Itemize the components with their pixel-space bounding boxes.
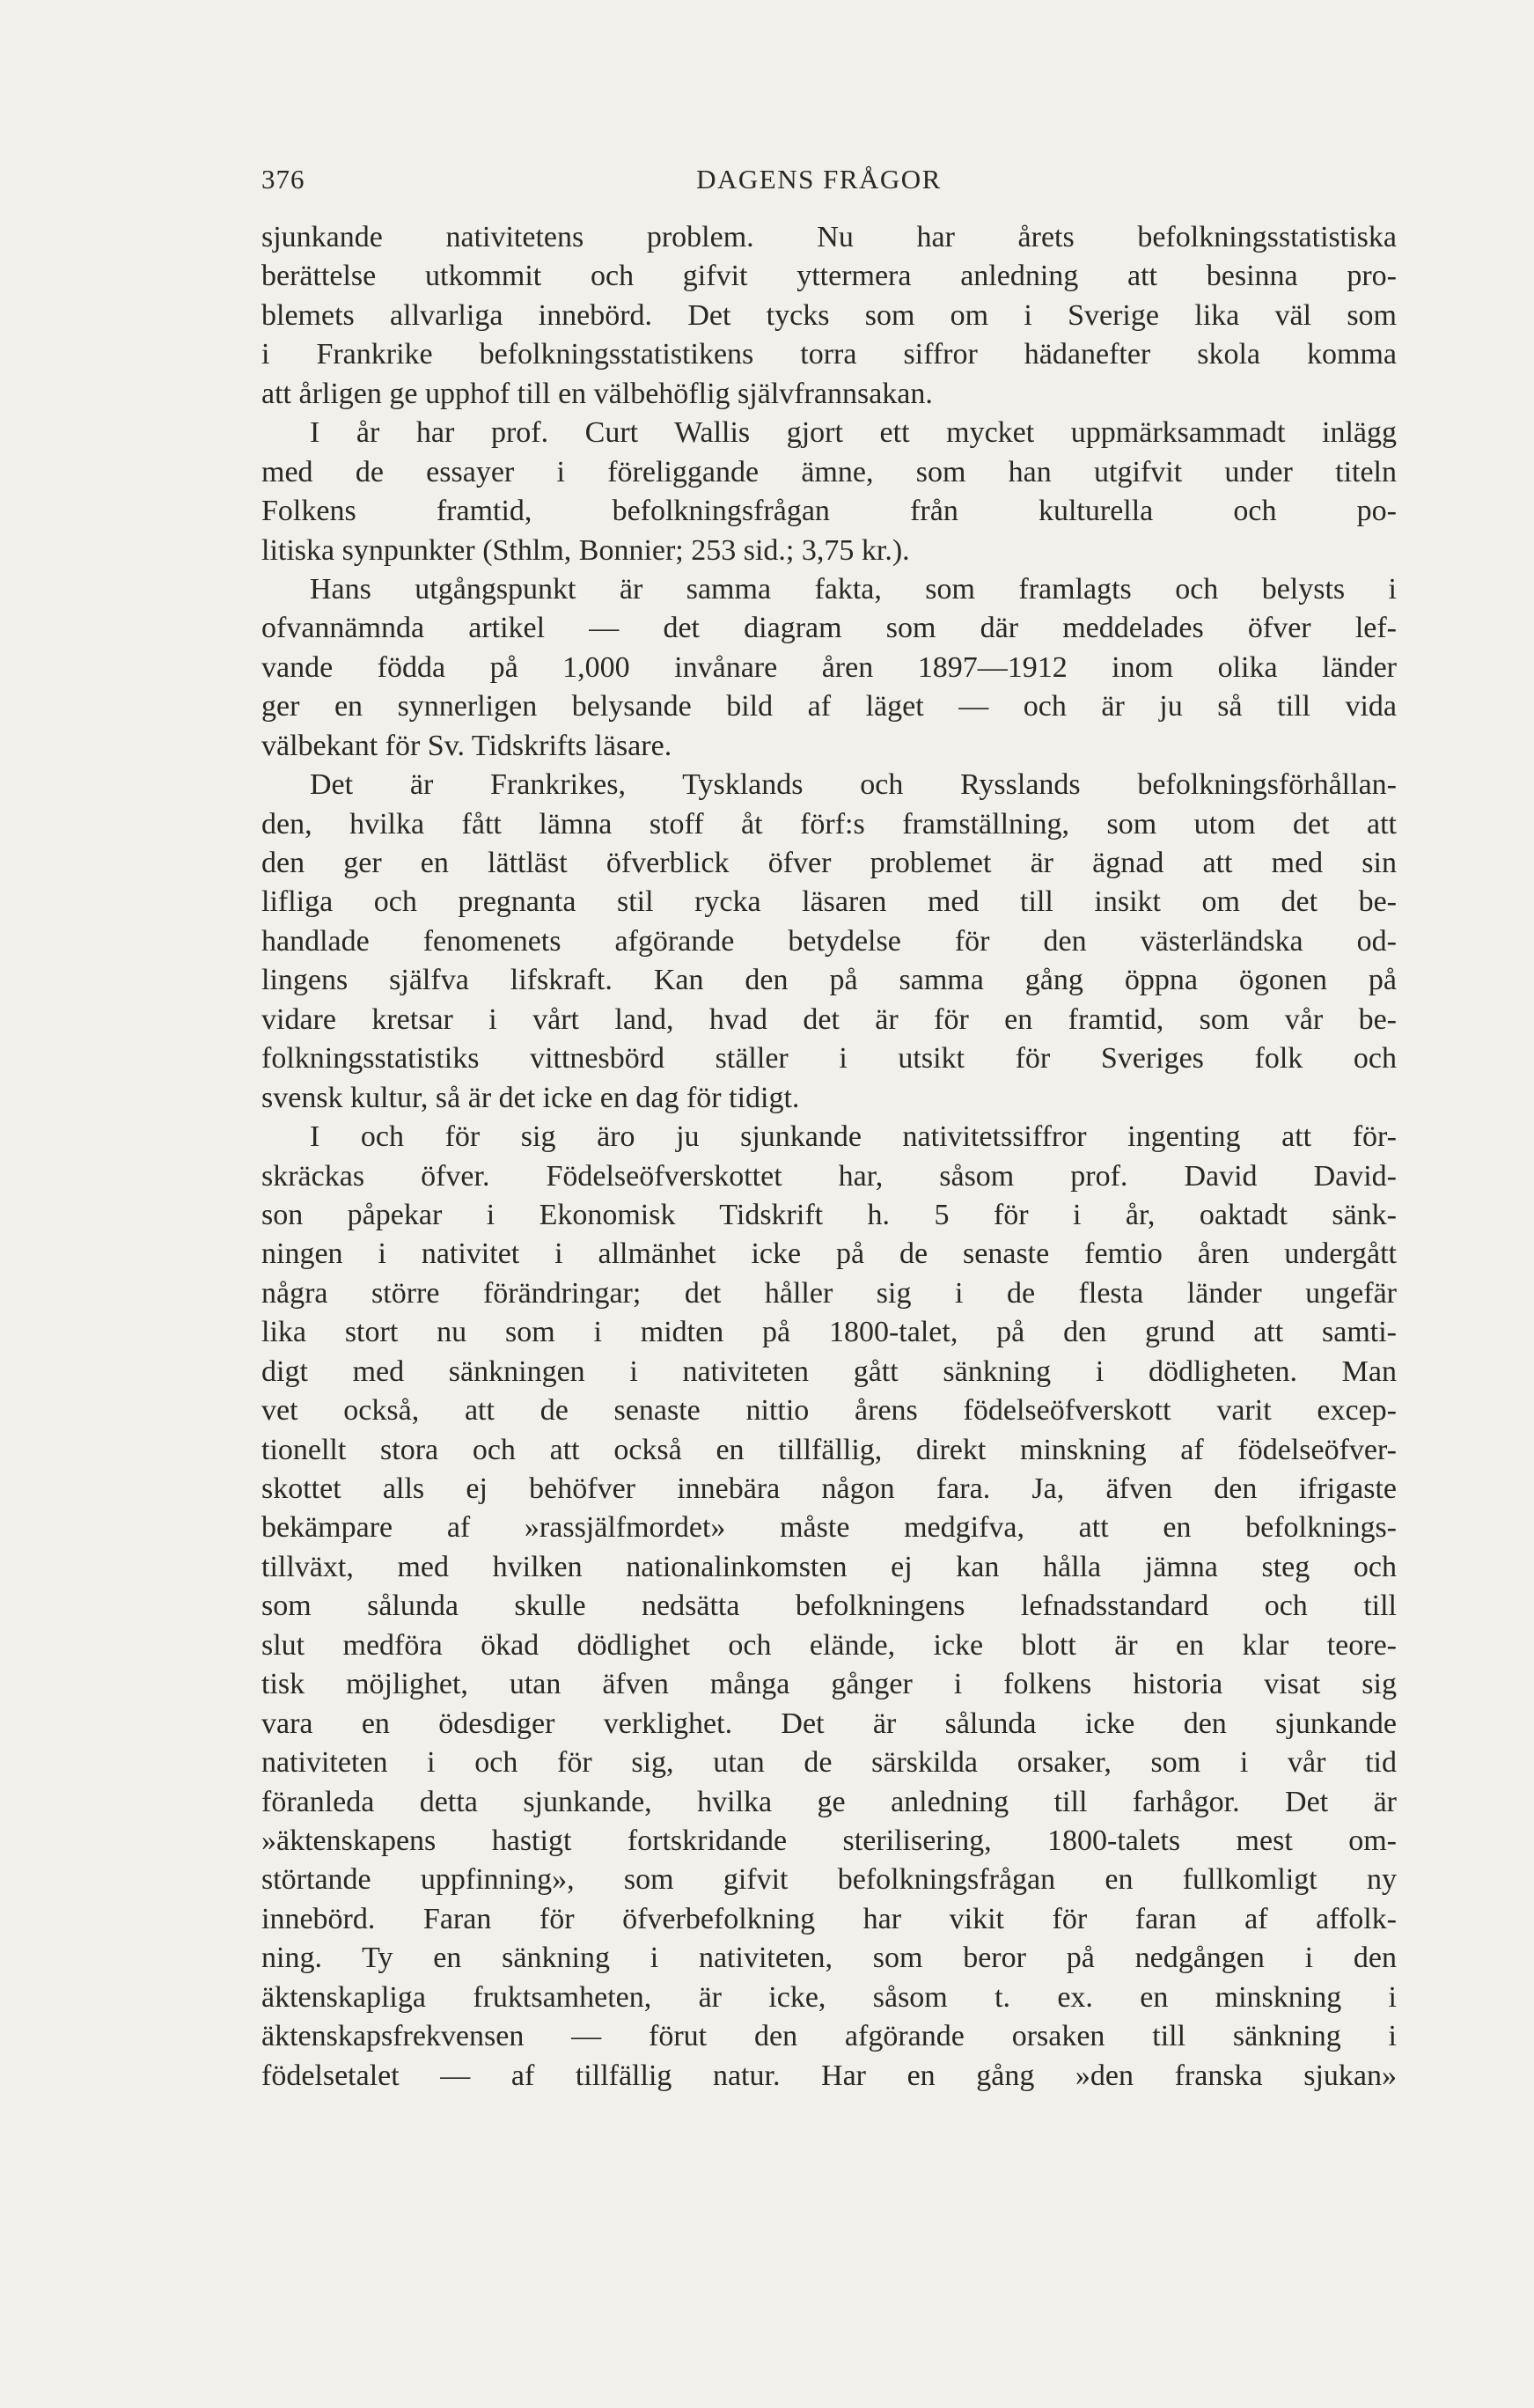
text-line: störtande uppfinning», som gifvit befolkningsfrågan en fullkomligt ny xyxy=(261,1863,1397,1897)
text-line: Hans utgångspunkt är samma fakta, som framlagts och belysts i xyxy=(310,572,1397,606)
text-line: lifliga och pregnanta stil rycka läsaren med till insikt om det be- xyxy=(261,885,1397,919)
text-line: Det är Frankrikes, Tysklands och Rysslands befolkningsförhållan- xyxy=(310,768,1397,802)
running-head: DAGENS FRÅGOR xyxy=(696,164,942,195)
text-line: »äktenskapens hastigt fortskridande sterilisering, 1800-talets mest om- xyxy=(261,1824,1397,1857)
text-line: ningen i nativitet i allmänhet icke på de senaste femtio åren undergått xyxy=(261,1237,1397,1271)
text-line: födelsetalet — af tillfällig natur. Har en gång »den franska sjukan» xyxy=(261,2059,1397,2092)
text-line: välbekant för Sv. Tidskrifts läsare. xyxy=(261,729,672,762)
text-line: i Frankrike befolkningsstatistikens torra siffror hädanefter skola komma xyxy=(261,338,1397,371)
text-line: son påpekar i Ekonomisk Tidskrift h. 5 för i år, oaktadt sänk- xyxy=(261,1198,1397,1231)
text-line: äktenskapsfrekvensen — förut den afgörande orsaken till sänkning i xyxy=(261,2020,1397,2053)
text-line: digt med sänkningen i nativiteten gått sänkning i dödligheten. Man xyxy=(261,1354,1397,1388)
text-line: I och för sig äro ju sjunkande nativitetssiffror ingenting att för- xyxy=(310,1120,1397,1154)
text-line: med de essayer i föreliggande ämne, som han utgifvit under titeln xyxy=(261,455,1397,488)
text-line: bekämpare af »rassjälfmordet» måste medgifva, att en befolknings- xyxy=(261,1511,1397,1545)
text-line: vara en ödesdiger verklighet. Det är sålunda icke den sjunkande xyxy=(261,1707,1397,1740)
text-line: föranleda detta sjunkande, hvilka ge anledning till farhågor. Det är xyxy=(261,1785,1397,1818)
text-line: svensk kultur, så är det icke en dag för tidigt. xyxy=(261,1081,800,1114)
text-line: sjunkande nativitetens problem. Nu har årets befolkningsstatistiska xyxy=(261,221,1397,253)
text-line: vidare kretsar i vårt land, hvad det är för en framtid, som vår be- xyxy=(261,1002,1397,1036)
text-line: ger en synnerligen belysande bild af läget — och är ju så till vida xyxy=(261,690,1397,723)
text-line: folkningsstatistiks vittnesbörd ställer i utsikt för Sveriges folk och xyxy=(261,1042,1397,1076)
text-line: ning. Ty en sänkning i nativiteten, som beror på nedgången i den xyxy=(261,1942,1397,1975)
text-line: tisk möjlighet, utan äfven många gånger i folkens historia visat sig xyxy=(261,1668,1397,1701)
text-line: blemets allvarliga innebörd. Det tycks som om i Sverige lika väl som xyxy=(261,298,1397,332)
text-line: tillväxt, med hvilken nationalinkomsten ej kan hålla jämna steg och xyxy=(261,1550,1397,1583)
text-line: lingens själfva lifskraft. Kan den på samma gång öppna ögonen på xyxy=(261,964,1397,997)
text-line: den, hvilka fått lämna stoff åt förf:s framställning, som utom det att xyxy=(261,807,1397,841)
text-line: I år har prof. Curt Wallis gjort ett mycket uppmärksammadt inlägg xyxy=(310,416,1397,450)
text-line: skräckas öfver. Födelseöfverskottet har, såsom prof. David David- xyxy=(261,1159,1397,1193)
text-line: slut medföra ökad dödlighet och elände, icke blott är en klar teore- xyxy=(261,1628,1397,1662)
text-line: tionellt stora och att också en tillfällig, direkt minskning af födelseöfver- xyxy=(261,1433,1397,1466)
page-header xyxy=(261,164,1376,208)
text-line: berättelse utkommit och gifvit yttermera anledning att besinna pro- xyxy=(261,260,1397,293)
body-text xyxy=(261,218,1397,2096)
text-line: några större förändringar; det håller sig i de flesta länder ungefär xyxy=(261,1276,1397,1310)
text-line: den ger en lättläst öfverblick öfver problemet är ägnad att med sin xyxy=(261,847,1397,879)
text-line: som sålunda skulle nedsätta befolkningens lefnadsstandard och till xyxy=(261,1589,1397,1623)
text-line: innebörd. Faran för öfverbefolkning har vikit för faran af affolk- xyxy=(261,1902,1397,1935)
text-line: vande födda på 1,000 invånare åren 1897—1912 inom olika länder xyxy=(261,650,1397,684)
text-line: vet också, att de senaste nittio årens födelseöfverskott varit excep- xyxy=(261,1394,1397,1428)
text-line: Folkens framtid, befolkningsfrågan från kulturella och po- xyxy=(261,495,1397,528)
text-line: ofvannämnda artikel — det diagram som där meddelades öfver lef- xyxy=(261,612,1397,645)
page-number: 376 xyxy=(261,164,305,195)
text-line: litiska synpunkter (Sthlm, Bonnier; 253 sid.; 3,75 kr.). xyxy=(261,533,910,567)
text-line: äktenskapliga fruktsamheten, är icke, såsom t. ex. en minskning i xyxy=(261,1980,1397,2014)
text-line: skottet alls ej behöfver innebära någon fara. Ja, äfven den ifrigaste xyxy=(261,1472,1397,1505)
text-line: att årligen ge upphof till en välbehöflig självfrannsakan. xyxy=(261,377,933,410)
text-line: lika stort nu som i midten på 1800-talet, på den grund att samti- xyxy=(261,1316,1397,1349)
text-line: nativiteten i och för sig, utan de särskilda orsaker, som i vår tid xyxy=(261,1746,1397,1780)
text-line: handlade fenomenets afgörande betydelse för den västerländska od- xyxy=(261,924,1397,958)
